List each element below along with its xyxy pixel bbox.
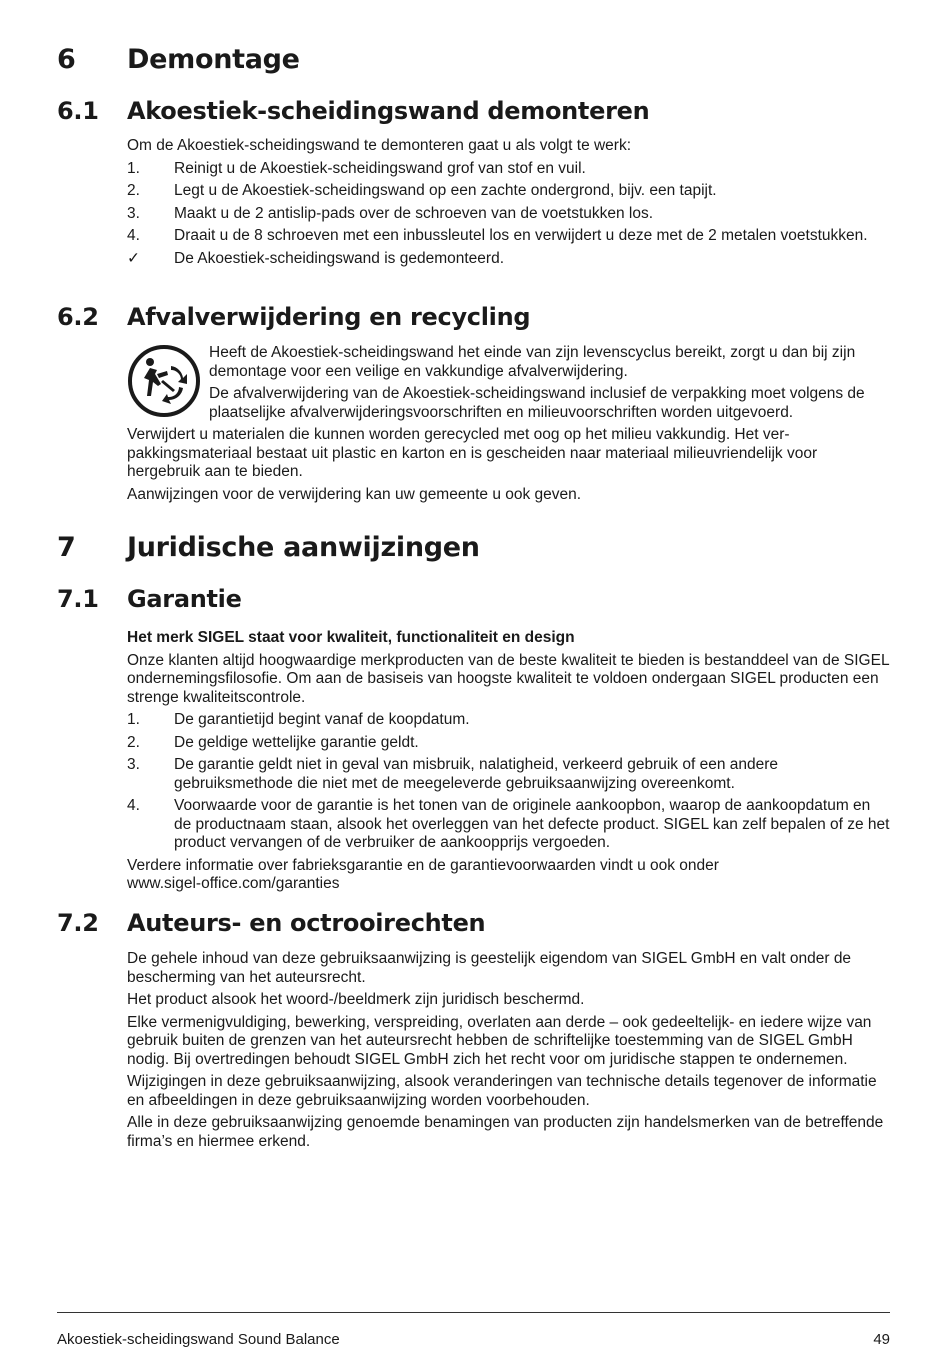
section-number: 6.2 [57,303,99,331]
warranty-paragraph: Onze klanten altijd hoogwaardige merkproducten van de beste kwaliteit te bieden is bestanddeel van de SIGEL ondernemingsfilosofie. Om aan de basiseis van hoogste kwaliteit te voldoen ondergaan SIGEL producten een strenge kwaliteitscontrole. [127,651,889,706]
list-item-result [127,250,890,269]
list-item [127,711,890,730]
recycling-triman-icon [127,344,201,418]
list-marker: 4. [127,797,140,814]
list-item [127,756,890,793]
section-6-2-body [127,344,890,508]
section-7-2-body [127,950,890,1155]
section-title: Auteurs- en octrooirechten [127,909,486,937]
copyright-paragraph: Elke vermenigvuldiging, bewerking, verspreiding, overlaten aan derde – ook gedeeltelijk- en iedere wijze van gebruik buiten de grenzen van het auteursrecht hebben de schriftelijke toestemming van de SIGEL GmbH nodig. Bij overtredingen behoudt SIGEL GmbH zich het recht voor om juridische stappen te ondernemen. [127,1013,872,1068]
list-text: Legt u de Akoestiek-scheidingswand op een zachte ondergrond, bijv. een tapijt. [174,182,717,199]
list-item [127,227,890,246]
footer-document-title: Akoestiek-scheidingswand Sound Balance [57,1331,340,1348]
list-item [127,797,890,853]
section-title: Akoestiek-scheidingswand demonteren [127,97,650,125]
footer-divider [57,1312,890,1313]
dismantle-steps [127,160,890,269]
copyright-paragraph: Het product alsook het woord-/beeldmerk zijn juridisch beschermd. [127,991,585,1008]
section-number: 7.2 [57,909,99,937]
section-title: Afvalverwijdering en recycling [127,303,531,331]
recycling-paragraph: Heeft de Akoestiek-scheidingswand het einde van zijn levenscyclus bereikt, zorgt u dan bij zijn demontage voor een veilige en vakkundige afvalverwijdering. [209,344,856,380]
section-title: Garantie [127,585,242,613]
warranty-conditions [127,711,890,853]
section-title: Demontage [127,44,300,75]
list-marker: 3. [127,756,140,773]
list-text: De garantietijd begint vanaf de koopdatum. [174,711,470,728]
copyright-paragraph: Wijzigingen in deze gebruiksaanwijzing, alsook veranderingen van technische details tegenover de informatie en afbeeldingen in deze gebruiksaanwijzing worden voorbehouden. [127,1073,877,1109]
list-text: De Akoestiek-scheidingswand is gedemonteerd. [174,249,504,267]
list-marker: 1. [127,711,140,728]
list-item [127,182,890,201]
copyright-paragraph: Alle in deze gebruiksaanwijzing genoemde benamingen van producten zijn handelsmerken van de betreffende firma’s en hiermee erkend. [127,1114,884,1150]
list-item [127,205,890,224]
list-text: De garantie geldt niet in geval van misbruik, nalatigheid, verkeerd gebruik of een andere gebruiksmethode die niet met de meegeleverde gebruiksaanwijzing overeenkomt. [174,756,779,792]
recycling-paragraph: Aanwijzingen voor de verwijdering kan uw gemeente u ook geven. [127,485,582,503]
list-text: Draait u de 8 schroeven met een inbussleutel los en verwijdert u deze met de 2 metalen voetstukken. [174,227,868,244]
list-marker: 2. [127,733,140,751]
recycling-paragraph: Verwijdert u materialen die kunnen worden gerecycled met oog op het milieu vakkundig. Het verpakkingsmateriaal bestaat uit plastic en karton en is gescheiden naar materiaal milieuvriendelijk voor hergebruik aan te bieden. [127,426,818,480]
warranty-lead: Het merk SIGEL staat voor kwaliteit, functionaliteit en design [127,629,575,646]
section-title: Juridische aanwijzingen [127,532,480,563]
list-marker: 3. [127,204,140,222]
intro-paragraph: Om de Akoestiek-scheidingswand te demonteren gaat u als volgt te werk: [127,137,632,154]
section-number: 7.1 [57,585,99,613]
recycling-paragraph: De afvalverwijdering van de Akoestiek-scheidingswand inclusief de verpakking moet volgens de plaatselijke afvalverwijderingsvoorschriften en milieuvoorschriften worden uitgevoerd. [209,385,865,421]
section-number: 6 [57,44,76,75]
list-item [127,734,890,753]
warranty-paragraph: Verdere informatie over fabrieksgarantie en de garantievoorwaarden vindt u ook onder [127,856,719,874]
list-text: Maakt u de 2 antislip-pads over de schroeven van de voetstukken los. [174,204,654,222]
check-icon: ✓ [127,249,140,267]
section-6-1-body [127,137,890,272]
list-marker: 1. [127,159,140,177]
list-text: Reinigt u de Akoestiek-scheidingswand grof van stof en vuil. [174,159,586,177]
list-marker: 4. [127,227,140,244]
section-number: 6.1 [57,97,99,125]
warranty-url[interactable]: www.sigel-office.com/garanties [127,875,340,892]
list-text: De geldige wettelijke garantie geldt. [174,733,419,751]
section-7-1-body [127,629,890,898]
footer-page-number: 49 [873,1331,890,1348]
recycling-info [127,344,890,422]
list-item [127,160,890,179]
section-number: 7 [57,532,76,563]
list-marker: 2. [127,182,140,199]
list-text: Voorwaarde voor de garantie is het tonen van de originele aankoopbon, waarop de aankoopdatum en de productnaam staan, alsook het overleggen van het defecte product. SIGEL kan zelf bepalen of ze het product vervangen of de verbruiker de aankoopprijs vergoeden. [174,797,890,851]
copyright-paragraph: De gehele inhoud van deze gebruiksaanwijzing is geestelijk eigendom van SIGEL GmbH en valt onder de bescherming van het auteursrecht. [127,950,852,986]
